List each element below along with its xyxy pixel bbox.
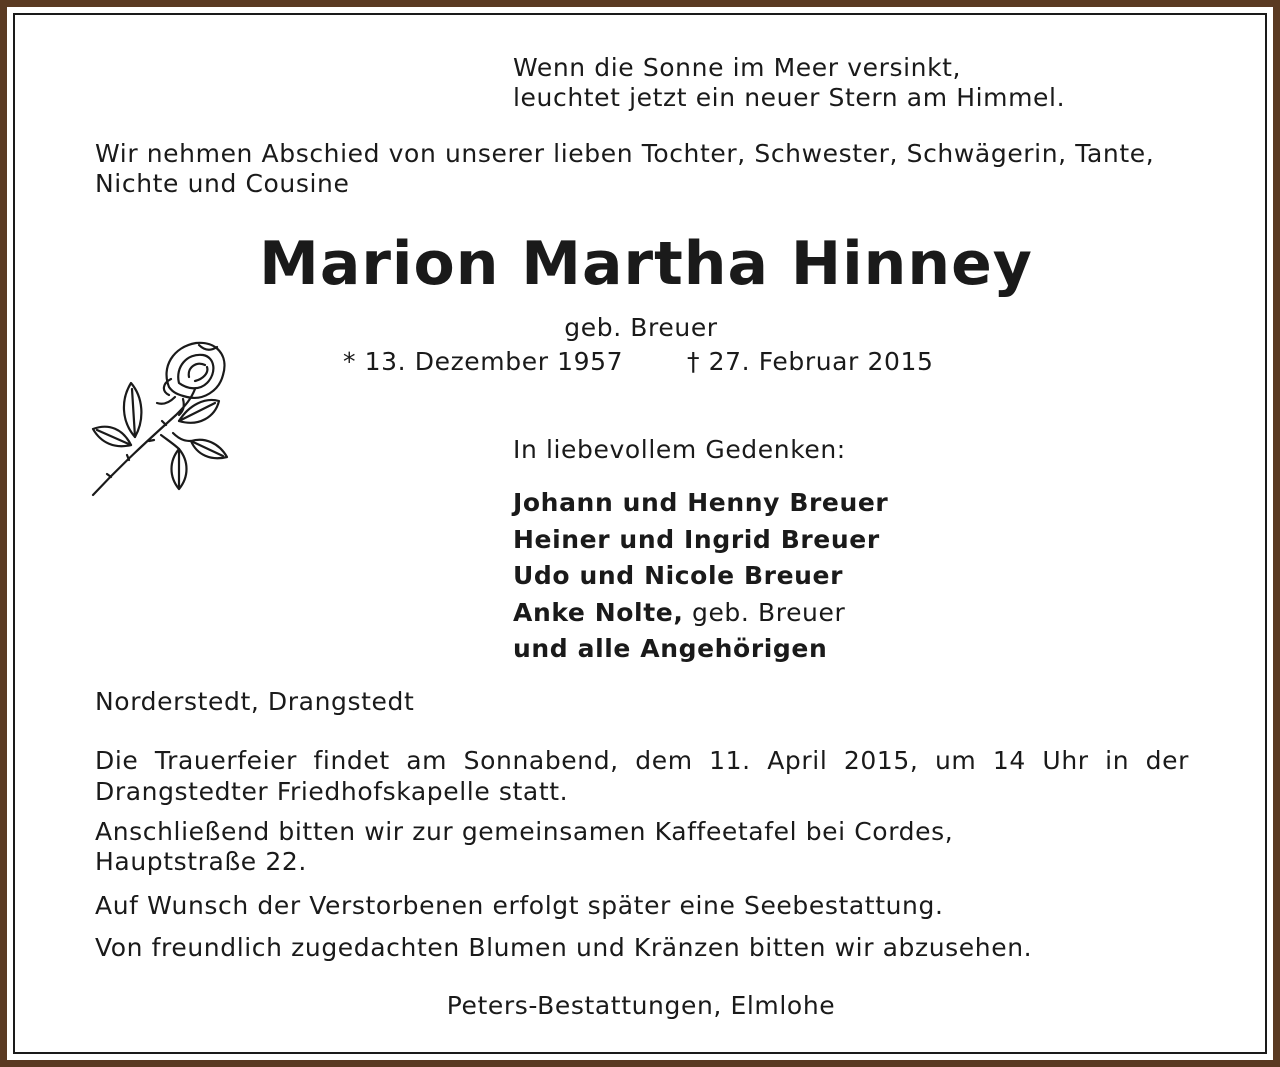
mourner-line <box>513 595 888 632</box>
ceremony-line-1: Die Trauerfeier findet am Sonnabend, dem 11. April 2015, um 14 Uhr in der <box>95 746 1189 775</box>
intro-line-2: Nichte und Cousine <box>95 169 350 198</box>
intro-line-1: Wir nehmen Abschied von unserer lieben Tochter, Schwester, Schwägerin, Tante, <box>95 139 1155 168</box>
coffee-line-1: Anschließend bitten wir zur gemeinsamen Kaffeetafel bei Cordes, <box>95 817 954 846</box>
verse-line-2: leuchtet jetzt ein neuer Stern am Himmel. <box>513 83 1066 112</box>
mourner-line: Heiner und Ingrid Breuer <box>513 524 880 554</box>
mourners-heading: In liebevollem Gedenken: <box>513 435 846 464</box>
verse <box>513 53 1065 113</box>
obituary-notice <box>7 7 1273 1060</box>
notice-border <box>13 13 1267 1054</box>
deceased-name: Marion Martha Hinney <box>259 229 1033 299</box>
mourner-name: Anke Nolte, <box>513 597 684 627</box>
birth-date: * 13. Dezember 1957 <box>343 347 624 376</box>
maiden-name: geb. Breuer <box>564 313 718 342</box>
mourner-line: Udo und Nicole Breuer <box>513 561 844 590</box>
rose-icon <box>91 337 233 497</box>
coffee-text <box>95 817 953 877</box>
mourners-list <box>513 485 888 668</box>
burial-text: Auf Wunsch der Verstorbenen erfolgt später eine Seebestattung. <box>95 891 944 920</box>
undertaker: Peters-Bestattungen, Elmlohe <box>446 991 836 1020</box>
ceremony-text <box>95 745 1189 807</box>
place-line: Norderstedt, Drangstedt <box>95 687 415 716</box>
coffee-line-2: Hauptstraße 22. <box>95 847 307 876</box>
ceremony-line-2: Drangstedter Friedhofskapelle statt. <box>95 777 569 806</box>
death-date: † 27. Februar 2015 <box>687 347 934 376</box>
mourner-maiden: geb. Breuer <box>683 597 846 627</box>
mourner-line: Johann und Henny Breuer <box>513 488 889 517</box>
intro-text <box>95 139 1154 199</box>
mourner-line: und alle Angehörigen <box>513 634 828 663</box>
verse-line-1: Wenn die Sonne im Meer versinkt, <box>513 53 962 82</box>
flowers-text: Von freundlich zugedachten Blumen und Kränzen bitten wir abzusehen. <box>95 933 1033 962</box>
